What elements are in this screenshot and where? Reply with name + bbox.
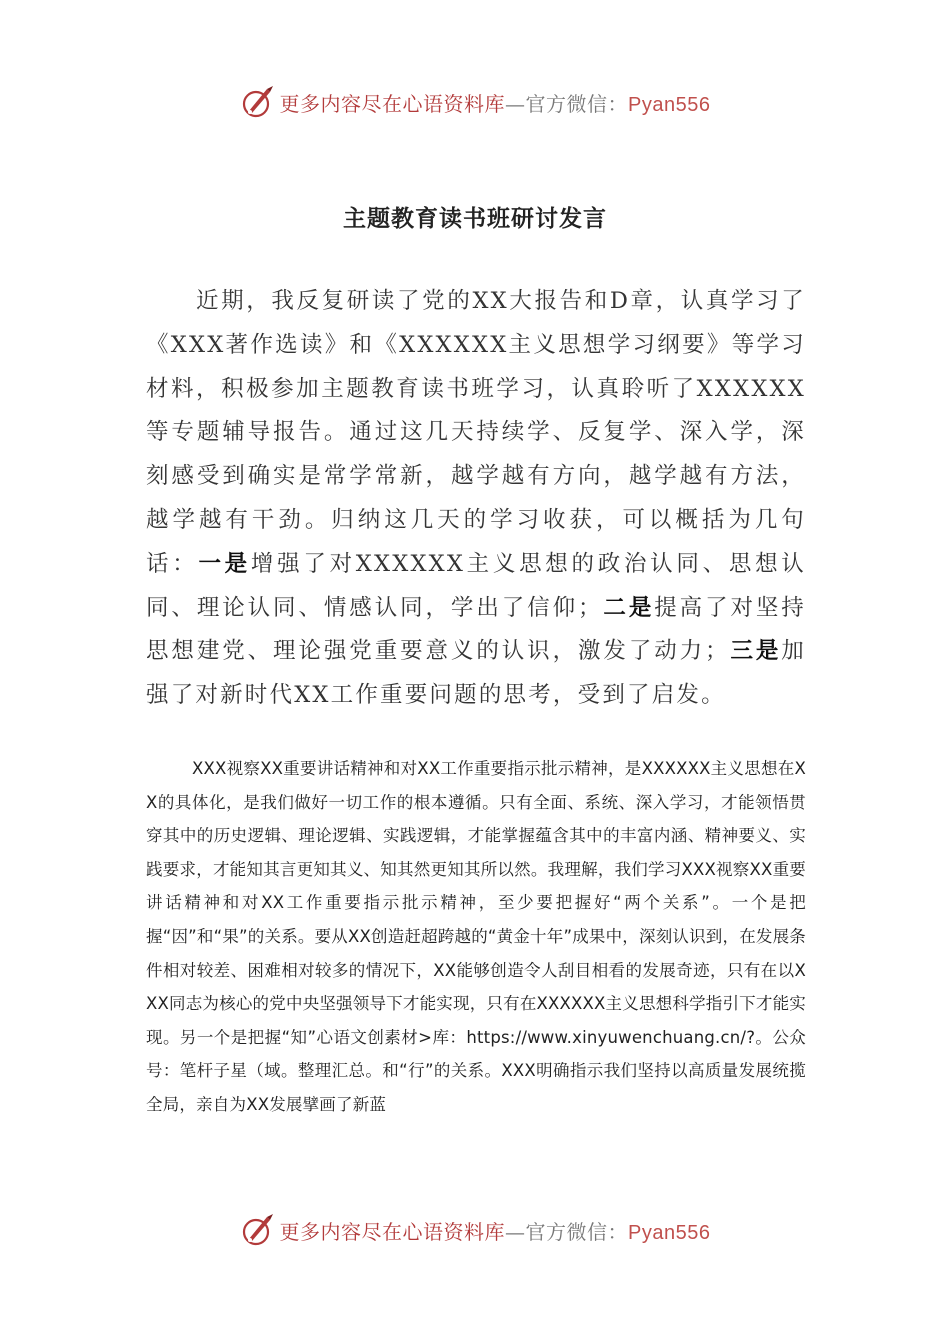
footer-banner xyxy=(0,1208,950,1252)
point-three-label: 三是 xyxy=(729,638,782,665)
intro-text-4: 加强了对新时代XX工作重要问题的思考，受到了启发。 xyxy=(146,638,806,709)
page-title: 主题教育读书班研讨发言 xyxy=(343,205,607,232)
intro-text-1: 近期，我反复研读了党的XX大报告和D章，认真学习了《XXX著作选读》和《XXXXXX主义思想学习纲要》等学习材料，积极参加主题教育读书班学习，认真聆听了XXXXXX等专题辅导报告。通过这几天持续学、反复学、深入学，深刻感受到确实是常学常新，越学越有方向，越学越有方法，越学越有干劲。归纳这几天的学习收获，可以概括为几句话： xyxy=(146,288,806,577)
banner-account: Pyan556 xyxy=(628,93,711,116)
point-one-label: 一是 xyxy=(198,550,251,577)
quill-logo-icon xyxy=(240,1212,276,1248)
body-paragraph: XXX视察XX重要讲话精神和对XX工作重要指示批示精神，是XXXXXX主义思想在XX的具体化，是我们做好一切工作的根本遵循。只有全面、系统、深入学习，才能领悟贯穿其中的历史逻辑、理论逻辑、实践逻辑，才能掌握蕴含其中的丰富内涵、精神要义、实践要求，才能知其言更知其义、知其然更知其所以然。我理解，我们学习XXX视察XX重要讲话精神和对XX工作重要指示批示精神，至少要把握好“两个关系”。一个是把握“因”和“果”的关系。要从XX创造赶超跨越的“黄金十年”成果中，深刻认识到，在发展条件相对较差、困难相对较多的情况下，XX能够创造令人刮目相看的发展奇迹，只有在以XXX同志为核心的党中央坚强领导下才能实现，只有在XXXXXX主义思想科学指引下才能实现。另一个是把握“知”心语文创素材>库：https://www.xinyuwenchuang.cn/?。公众号：笔杆子星（域。整理汇总。和“行”的关系。XXX明确指示我们坚持以高质量发展统揽全局，亲自为XX发展擘画了新蓝 xyxy=(146,759,806,1114)
banner-dash: —官方微信： xyxy=(505,91,629,116)
banner-text xyxy=(280,1216,711,1245)
intro-text-3: 提高了对坚持思想建党、理论强党重要意义的认识，激发了动力； xyxy=(146,594,807,665)
header-banner xyxy=(0,80,950,124)
banner-prefix: 更多内容尽在心语资料库 xyxy=(279,91,506,116)
intro-text-2: 增强了对XXXXXX主义思想的政治认同、思想认同、理论认同、情感认同，学出了信仰； xyxy=(146,550,806,621)
point-two-label: 二是 xyxy=(602,594,655,621)
banner-account: Pyan556 xyxy=(628,1221,711,1244)
intro-paragraph xyxy=(146,280,806,718)
banner-dash: —官方微信： xyxy=(505,1219,629,1244)
banner-text xyxy=(280,88,711,117)
banner-prefix: 更多内容尽在心语资料库 xyxy=(279,1219,506,1244)
quill-logo-icon xyxy=(240,84,276,120)
